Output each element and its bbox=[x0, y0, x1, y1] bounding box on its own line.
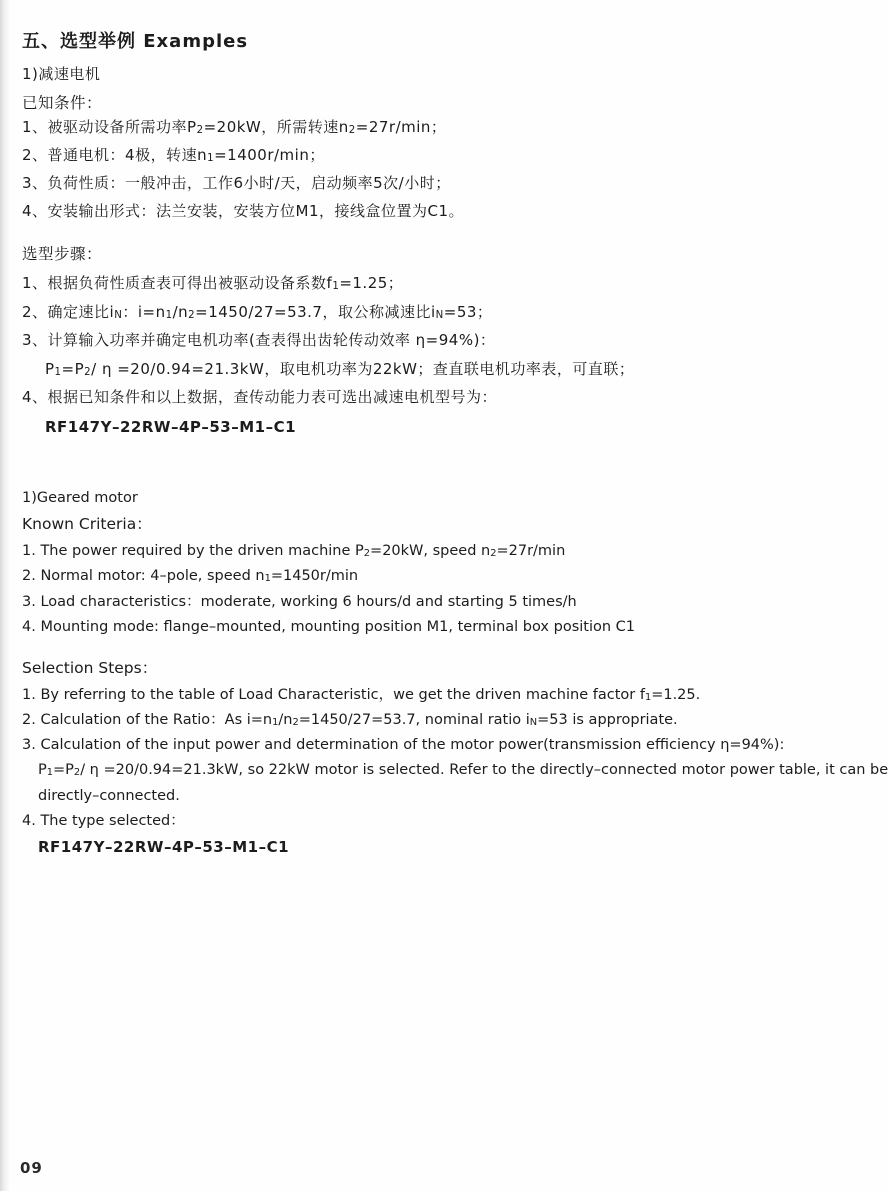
cn-selected-model-number: RF147Y–22RW–4P–53–M1–C1 bbox=[45, 418, 297, 436]
cn-step-item-continuation: $P_1=P_2/$ η =20/0.94=21.3kW，取电机功率为22kW；查直联电机功率表，可直联； bbox=[45, 360, 635, 378]
cn-step-item: 2、确定速比$i_N$：$i=n_1/n_2=1450/27=53.7$，取公称减速比$i_N=53$； bbox=[22, 303, 493, 321]
en-step-item: 2. Calculation of the Ratio：As $i=n_1/n_2=1450/27=53.7$, nominal ratio $i_N=53$ is appropriate. bbox=[22, 712, 678, 728]
page-number: 09 bbox=[20, 1159, 43, 1177]
page-left-edge-shadow bbox=[0, 0, 10, 1191]
en-step-item: 1. By referring to the table of Load Characteristic，we get the driven machine factor $f_1=1.25$. bbox=[22, 687, 701, 703]
en-step-item-continuation: $P_1=P_2/$ η =20/0.94=21.3kW, so 22kW motor is selected. Refer to the directly–connected motor power table, it can be bbox=[38, 762, 888, 778]
cn-step-item: 3、计算输入功率并确定电机功率(查表得出齿轮传动效率 η=94%)： bbox=[22, 331, 496, 349]
cn-step-item: 1、根据负荷性质查表可得出被驱动设备系数$f_1=1.25$； bbox=[22, 274, 404, 292]
en-known-item: 4. Mounting mode: flange–mounted, mounting position M1, terminal box position C1 bbox=[22, 619, 636, 635]
en-known-item: 3. Load characteristics：moderate, working 6 hours/d and starting 5 times/h bbox=[22, 594, 577, 610]
en-step-item: 4. The type selected： bbox=[22, 813, 185, 829]
en-subheading: 1)Geared motor bbox=[22, 490, 138, 506]
en-step-item: 3. Calculation of the input power and determination of the motor power(transmission efficiency η=94%): bbox=[22, 737, 785, 753]
en-steps-label: Selection Steps： bbox=[22, 659, 158, 677]
cn-known-item: 1、被驱动设备所需功率$P_2=20kW$，所需转速$n_2=27r/\min$； bbox=[22, 118, 447, 136]
en-known-item: 2. Normal motor: 4–pole, speed $n_1=1450r/\min$ bbox=[22, 568, 359, 584]
en-known-item: 1. The power required by the driven machine $P_2=20kW$, speed $n_2=27r/\min$ bbox=[22, 543, 566, 559]
cn-steps-label: 选型步骤： bbox=[22, 245, 103, 263]
en-step-item-continuation: directly–connected. bbox=[38, 788, 180, 804]
cn-subheading: 1)减速电机 bbox=[22, 65, 101, 83]
en-selected-model-number: RF147Y–22RW–4P–53–M1–C1 bbox=[38, 838, 290, 856]
cn-step-item: 4、根据已知条件和以上数据，查传动能力表可选出减速电机型号为： bbox=[22, 388, 498, 406]
cn-known-label: 已知条件： bbox=[22, 94, 103, 112]
cn-known-item: 3、负荷性质：一般冲击，工作6小时/天，启动频率5次/小时； bbox=[22, 174, 451, 192]
en-known-label: Known Criteria： bbox=[22, 515, 152, 533]
cn-known-item: 2、普通电机：4极，转速$n_1=1400r/\min$； bbox=[22, 146, 325, 164]
page-title: 五、选型举例 Examples bbox=[22, 31, 249, 52]
cn-known-item: 4、安装输出形式：法兰安装，安装方位M1，接线盒位置为C1。 bbox=[22, 202, 465, 220]
